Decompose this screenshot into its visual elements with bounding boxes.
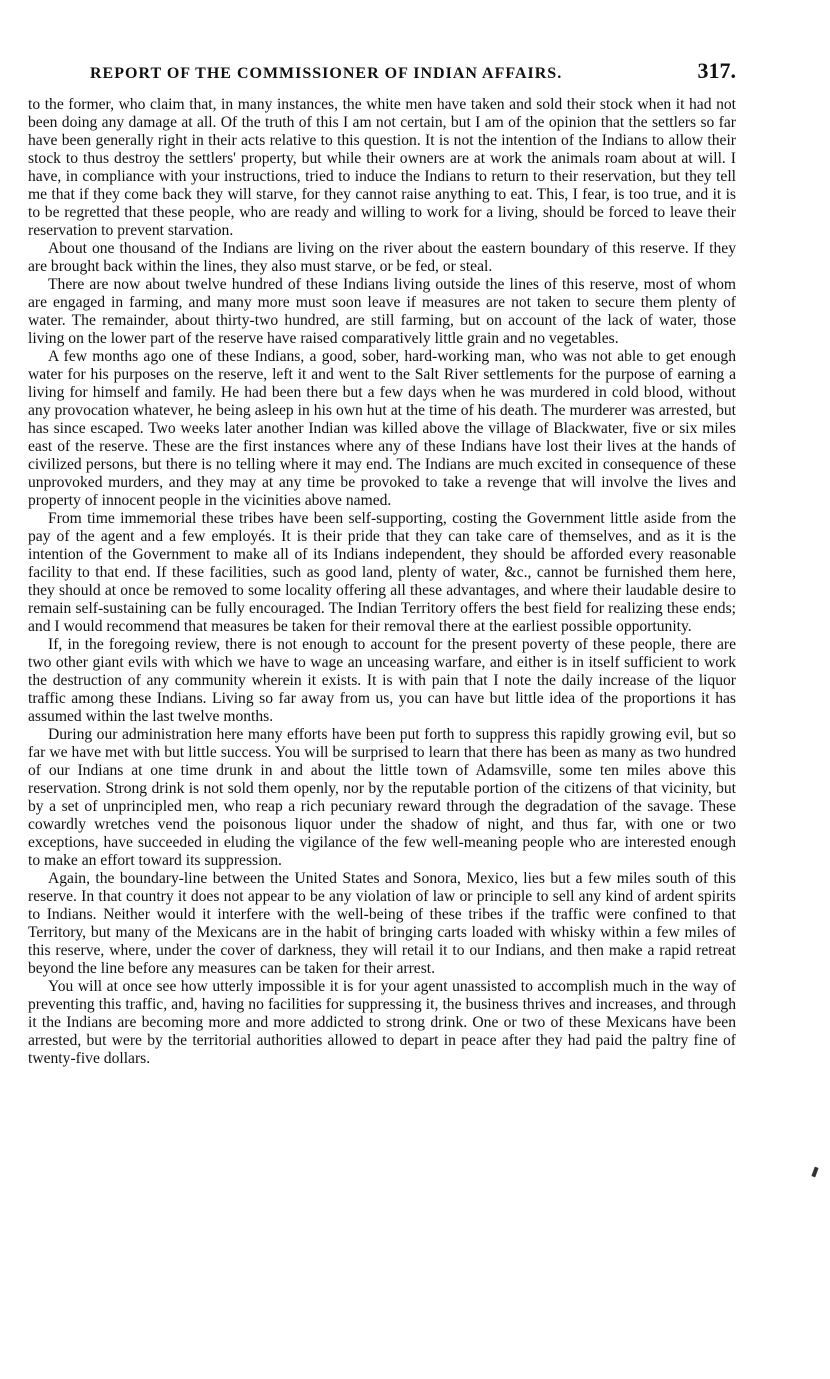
paragraph: There are now about twelve hundred of these Indians living outside the lines of this reserve, most of whom are engaged in farming, and many more must soon leave if measures are not taken to secure them plenty of water. The remainder, about thirty-two hundred, are still farming, but on account of the lack of water, those living on the lower part of the reserve have raised comparatively little grain and no vegetables. bbox=[28, 276, 736, 347]
paragraph: Again, the boundary-line between the United States and Sonora, Mexico, lies but a few miles south of this reserve. In that country it does not appear to be any violation of law or principle to sell any kind of ardent spirits to Indians. Neither would it interfere with the well-being of these tribes if the traffic were confined to that Territory, but many of the Mexicans are in the habit of bringing carts loaded with whisky within a few miles of this reserve, where, under the cover of darkness, they will retail it to our Indians, and then make a rapid retreat beyond the line before any measures can be taken for their arrest. bbox=[28, 870, 736, 977]
margin-ink-mark bbox=[811, 1167, 818, 1178]
page-number: 317. bbox=[697, 58, 736, 83]
paragraph: About one thousand of the Indians are living on the river about the eastern boundary of this reserve. If they are brought back within the lines, they also must starve, or be fed, or steal. bbox=[28, 240, 736, 275]
paragraph: A few months ago one of these Indians, a good, sober, hard-working man, who was not able to get enough water for his purposes on the reserve, left it and went to the Salt River settlements for the purpose of earning a living for himself and family. He had been there but a few days when he was murdered in cold blood, without any provocation whatever, he being asleep in his own hut at the time of his death. The murderer was arrested, but has since escaped. Two weeks later another Indian was killed above the village of Blackwater, five or six miles east of the reserve. These are the first instances where any of these Indians have lost their lives at the hands of civilized persons, but there is no telling where it may end. The Indians are much excited in consequence of these unprovoked murders, and they may at any time be provoked to take a revenge that will involve the lives and property of innocent people in the vicinities above named. bbox=[28, 348, 736, 509]
paragraph: From time immemorial these tribes have been self-supporting, costing the Government little aside from the pay of the agent and a few employés. It is their pride that they can take care of themselves, and as it is the intention of the Government to make all of its Indians independent, they should be afforded every reasonable facility to that end. If these facilities, such as good land, plenty of water, &c., cannot be furnished them here, they should at once be removed to some locality offering all these advantages, and where their laudable desire to remain self-sustaining can be fully encouraged. The Indian Territory offers the best field for realizing these ends; and I would recommend that measures be taken for their removal there at the earliest possible opportunity. bbox=[28, 510, 736, 635]
page-header bbox=[90, 58, 736, 84]
paragraph-continued: to the former, who claim that, in many instances, the white men have taken and sold their stock when it had not been doing any damage at all. Of the truth of this I am not certain, but I am of the opinion that the settlers so far have been generally right in their acts relative to this question. It is not the intention of the Indians to allow their stock to thus destroy the settlers' property, but while their owners are at work the animals roam about at will. I have, in compliance with your instructions, tried to induce the Indians to return to their reservation, but they tell me that if they come back they will starve, for they cannot raise anything to eat. This, I fear, is too true, and it is to be regretted that these people, who are ready and willing to work for a living, should be forced to leave their reservation to prevent starvation. bbox=[28, 96, 736, 239]
body-text bbox=[28, 96, 736, 1068]
running-title: REPORT OF THE COMMISSIONER OF INDIAN AFFAIRS. bbox=[90, 65, 563, 82]
document-page bbox=[28, 58, 736, 1068]
paragraph: If, in the foregoing review, there is not enough to account for the present poverty of these people, there are two other giant evils with which we have to wage an unceasing warfare, and either is in itself sufficient to work the destruction of any community wherein it exists. It is with pain that I note the daily increase of the liquor traffic among these Indians. Living so far away from us, you can have but little idea of the proportions it has assumed within the last twelve months. bbox=[28, 636, 736, 725]
paragraph: During our administration here many efforts have been put forth to suppress this rapidly growing evil, but so far we have met with but little success. You will be surprised to learn that there has been as many as two hundred of our Indians at one time drunk in and about the little town of Adamsville, some ten miles above this reservation. Strong drink is not sold them openly, nor by the reputable portion of the citizens of that vicinity, but by a set of unprincipled men, who reap a rich pecuniary reward through the degradation of the savage. These cowardly wretches vend the poisonous liquor under the shadow of night, and thus far, with one or two exceptions, have succeeded in eluding the vigilance of the few well-meaning people who are interested enough to make an effort toward its suppression. bbox=[28, 726, 736, 869]
paragraph: You will at once see how utterly impossible it is for your agent unassisted to accomplish much in the way of preventing this traffic, and, having no facilities for suppressing it, the business thrives and increases, and through it the Indians are becoming more and more addicted to strong drink. One or two of these Mexicans have been arrested, but were by the territorial authorities allowed to depart in peace after they had paid the paltry fine of twenty-five dollars. bbox=[28, 978, 736, 1067]
